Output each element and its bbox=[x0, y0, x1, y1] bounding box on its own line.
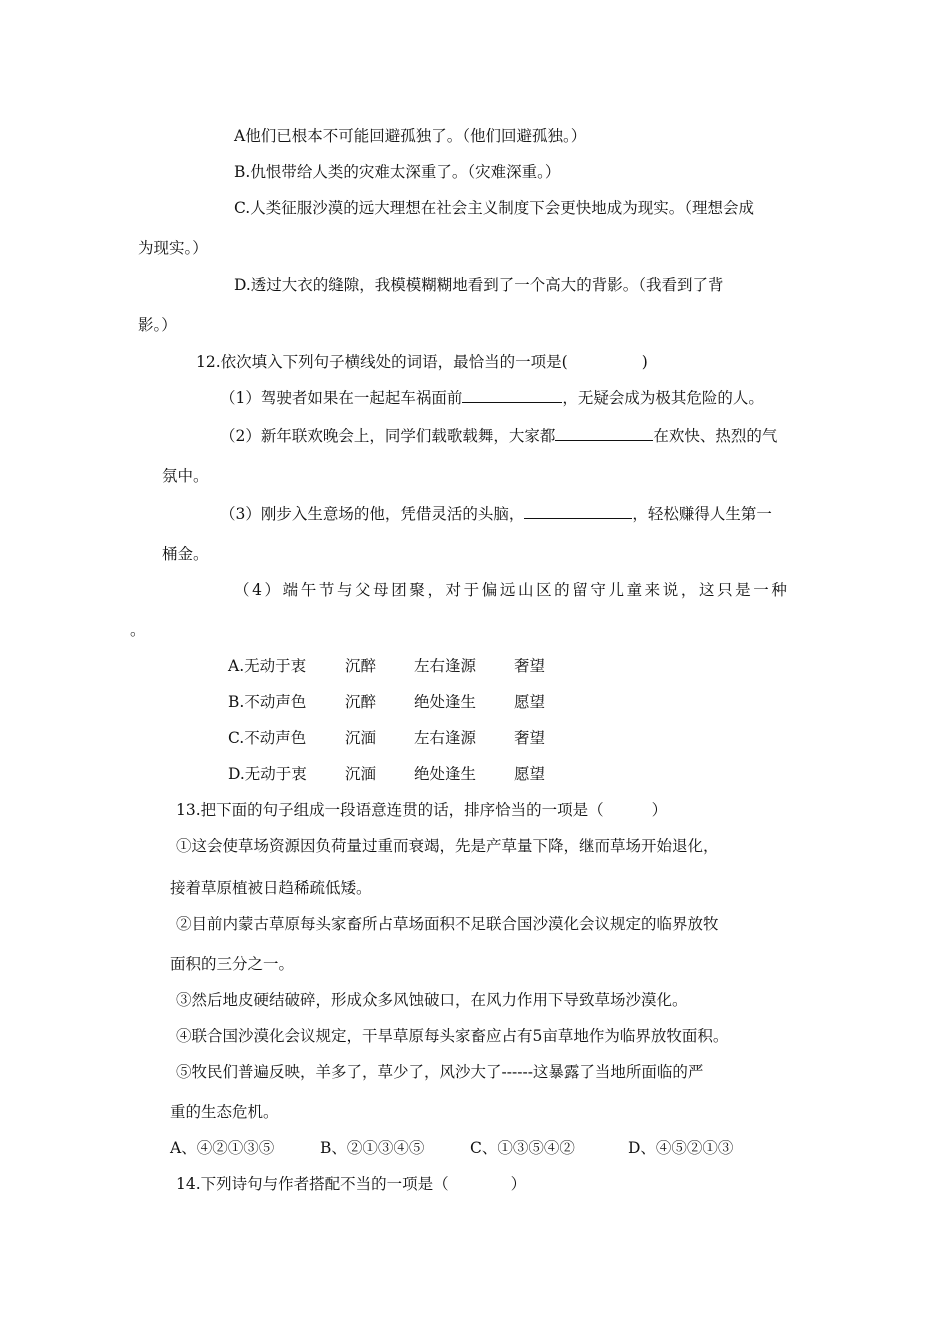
option-c: C.人类征服沙漠的远大理想在社会主义制度下会更快地成为现实。（理想会成 bbox=[234, 199, 754, 217]
answer-blank[interactable] bbox=[462, 388, 562, 403]
option-a: A他们已根本不可能回避孤独了。（他们回避孤独。） bbox=[234, 127, 587, 145]
question-13-sentence-5: ⑤牧民们普遍反映，羊多了，草少了，风沙大了------这暴露了当地所面临的严 bbox=[176, 1063, 704, 1081]
question-12-sentence-3: （3）刚步入生意场的他，凭借灵活的头脑， ，轻松赚得人生第一 bbox=[220, 505, 772, 523]
option-b: B.仇恨带给人类的灾难太深重了。（灾难深重。） bbox=[234, 163, 561, 181]
question-13-sentence-5-continued: 重的生态危机。 bbox=[170, 1103, 279, 1121]
question-13-sentence-1: ①这会使草场资源因负荷量过重而衰竭，先是产草量下降，继而草场开始退化， bbox=[176, 837, 719, 855]
question-12-sentence-4-continued: 。 bbox=[130, 621, 146, 639]
question-13-sentence-3: ③然后地皮硬结破碎，形成众多风蚀破口，在风力作用下导致草场沙漠化。 bbox=[176, 991, 688, 1009]
answer-blank[interactable] bbox=[524, 504, 632, 519]
question-12-option[interactable]: C.不动声色 沉湎 左右逢源 奢望 bbox=[228, 729, 546, 747]
question-12-option[interactable]: D.无动于衷 沉湎 绝处逢生 愿望 bbox=[228, 765, 546, 783]
option-d-continued: 影。） bbox=[138, 316, 177, 334]
question-13-stem: 13.把下面的句子组成一段语意连贯的话，排序恰当的一项是（ ） bbox=[176, 801, 668, 819]
answer-blank[interactable] bbox=[555, 426, 653, 441]
question-13-option[interactable]: B、②①③④⑤ bbox=[320, 1139, 425, 1157]
question-13-sentence-4: ④联合国沙漠化会议规定，干旱草原每头家畜应占有5亩草地作为临界放牧面积。 bbox=[176, 1027, 729, 1045]
question-12-option[interactable]: A.无动于衷 沉醉 左右逢源 奢望 bbox=[228, 657, 546, 675]
option-d: D.透过大衣的缝隙，我模模糊糊地看到了一个高大的背影。（我看到了背 bbox=[234, 276, 724, 294]
question-13-sentence-2: ②目前内蒙古草原每头家畜所占草场面积不足联合国沙漠化会议规定的临界放牧 bbox=[176, 915, 719, 933]
question-13-option[interactable]: C、①③⑤④② bbox=[470, 1139, 575, 1157]
question-13-option[interactable]: D、④⑤②①③ bbox=[628, 1139, 734, 1157]
question-12-sentence-4: （4）端午节与父母团聚，对于偏远山区的留守儿童来说，这只是一种 bbox=[234, 581, 790, 599]
question-12-sentence-2-continued: 氛中。 bbox=[162, 467, 209, 485]
question-12-sentence-3-continued: 桶金。 bbox=[162, 545, 209, 563]
question-12-stem: 12.依次填入下列句子横线处的词语，最恰当的一项是( ) bbox=[196, 353, 648, 371]
question-14-stem: 14.下列诗句与作者搭配不当的一项是（ ） bbox=[176, 1175, 527, 1193]
question-12-option[interactable]: B.不动声色 沉醉 绝处逢生 愿望 bbox=[228, 693, 546, 711]
question-12-sentence-2: （2）新年联欢晚会上，同学们载歌载舞，大家都 在欢快、热烈的气 bbox=[220, 427, 778, 445]
question-13-option[interactable]: A、④②①③⑤ bbox=[170, 1139, 275, 1157]
option-c-continued: 为现实。） bbox=[138, 239, 208, 257]
question-13-sentence-2-continued: 面积的三分之一。 bbox=[170, 955, 295, 973]
question-12-sentence-1: （1）驾驶者如果在一起起车祸面前 ，无疑会成为极其危险的人。 bbox=[220, 389, 764, 407]
question-13-sentence-1-continued: 接着草原植被日趋稀疏低矮。 bbox=[170, 879, 372, 897]
